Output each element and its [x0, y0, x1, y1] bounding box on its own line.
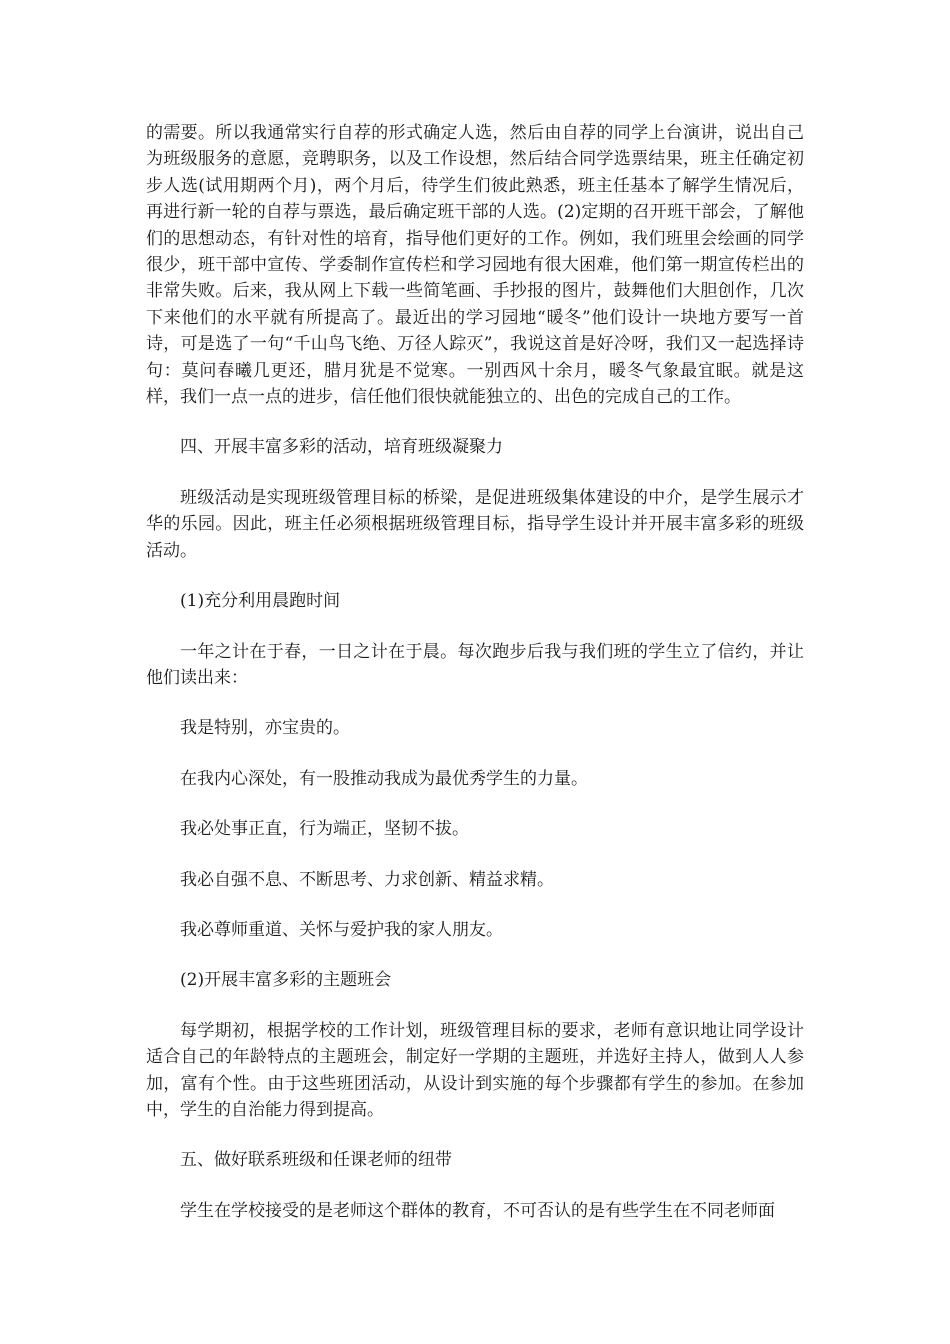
- section-heading-5: 五、做好联系班级和任课老师的纽带: [180, 1150, 452, 1171]
- subheading-1: (1)充分利用晨跑时间: [180, 591, 341, 612]
- paragraph-continuation: 的需要。所以我通常实行自荐的形式确定人选，然后由自荐的同学上台演讲，说出自己为班级服务的意愿，竞聘职务，以及工作设想，然后结合同学选票结果，班主任确定初步人选(试用期两个月)，两个月后，待学生们彼此熟悉，班主任基本了解学生情况后，再进行新一轮的自荐与票选，最后确定班干部的人选。(2)定期的召开班干部会，了解他们的思想动态，有针对性的培育，指导他们更好的工作。例如，我们班里会绘画的同学很少，班干部中宣传、学委制作宣传栏和学习园地有很大困难，他们第一期宣传栏出的非常失败。后来，我从网上下载一些简笔画、手抄报的图片，鼓舞他们大胆创作，几次下来他们的水平就有所提高了。最近出的学习园地“暖冬”他们设计一块地方要写一首诗，可是选了一句“千山鸟飞绝、万径人踪灭”，我说这首是好冷呀，我们又一起选择诗句：莫问春曦几更还，腊月犹是不觉寒。一别西风十余月，暖冬气象最宜眠。就是这样，我们一点一点的进步，信任他们很快就能独立的、出色的完成自己的工作。: [146, 123, 804, 408]
- paragraph: 班级活动是实现班级管理目标的桥梁，是促进班级集体建设的中介，是学生展示才华的乐园。因此，班主任必须根据班级管理目标，指导学生设计并开展丰富多彩的班级活动。: [146, 487, 804, 561]
- pledge-line: 我必自强不息、不断思考、力求创新、精益求精。: [180, 869, 554, 890]
- pledge-line: 我必处事正直，行为端正，坚韧不拔。: [180, 819, 469, 840]
- pledge-line: 我必尊师重道、关怀与爱护我的家人朋友。: [180, 919, 503, 940]
- subheading-2: (2)开展丰富多彩的主题班会: [180, 970, 392, 991]
- paragraph-truncated: 学生在学校接受的是老师这个群体的教育，不可否认的是有些学生在不同老师面: [180, 1200, 775, 1221]
- paragraph: 每学期初，根据学校的工作计划，班级管理目标的要求，老师有意识地让同学设计适合自己的年龄特点的主题班会，制定好一学期的主题班，并选好主持人，做到人人参加，富有个性。由于这些班团活动，从设计到实施的每个步骤都有学生的参加。在参加中，学生的自治能力得到提高。: [146, 1020, 804, 1120]
- paragraph: 一年之计在于春，一日之计在于晨。每次跑步后我与我们班的学生立了信约，并让他们读出来：: [146, 641, 804, 688]
- pledge-line: 我是特别，亦宝贵的。: [180, 718, 350, 739]
- pledge-line: 在我内心深处，有一股推动我成为最优秀学生的力量。: [180, 768, 588, 789]
- section-heading-4: 四、开展丰富多彩的活动，培育班级凝聚力: [180, 437, 503, 458]
- document-body: [146, 120, 804, 1248]
